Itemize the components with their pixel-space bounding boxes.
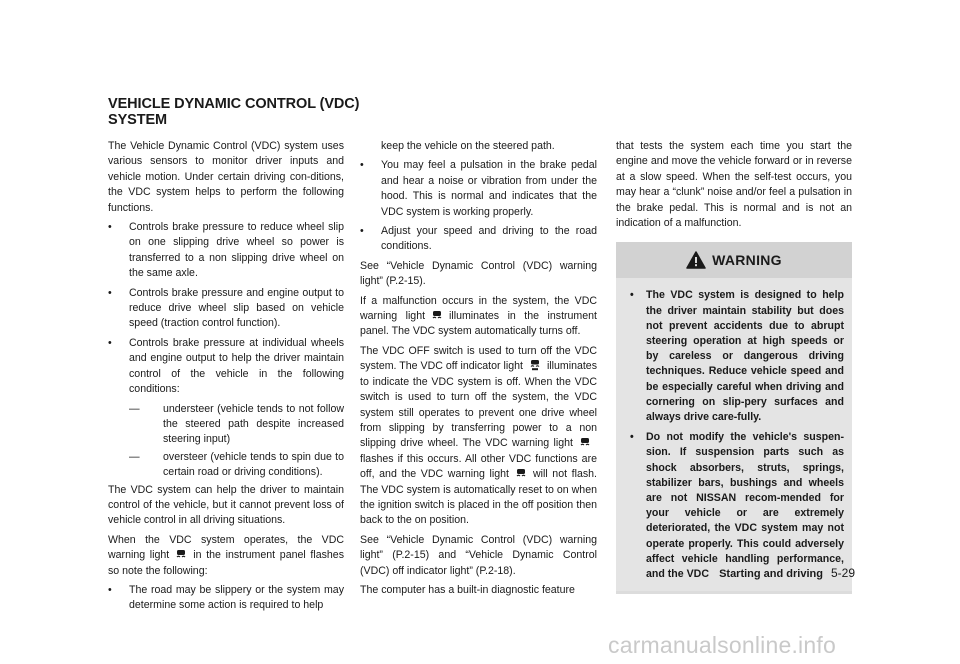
column-3 — [616, 139, 852, 594]
paragraph: See “Vehicle Dynamic Control (VDC) warning light” (P.2-15). — [360, 259, 597, 288]
warning-box — [616, 242, 852, 594]
warning-header — [616, 242, 852, 278]
list-item-continued: keep the vehicle on the steered path. — [381, 140, 555, 152]
footer-section-title: Starting and driving — [719, 568, 823, 580]
list-item: • Controls brake pressure at individual wheels and engine output to help the driver maintain control of the vehicle in the following conditions: — [108, 336, 344, 396]
paragraph: The computer has a built-in diagnostic feature — [360, 583, 575, 596]
list-item: • You may feel a pulsation in the brake pedal and hear a noise or vibration from under the hood. This is normal and indicates that the VDC system is working properly. — [360, 159, 597, 218]
sub-list-item: — understeer (vehicle tends to not follow the steered path despite increased steering input) — [129, 402, 344, 446]
paragraph: See “Vehicle Dynamic Control (VDC) warning light” (P.2-15) and “Vehicle Dynamic Control (VDC) off indicator light” (P.2-18). — [360, 533, 597, 577]
warning-title: WARNING — [712, 251, 782, 268]
warning-item: • Do not modify the vehicle's suspen-sion. If suspension parts such as shock absorbers, struts, springs, stabilizer bars, bushings and wheels are not NISSAN recom-mended for your vehicle or are extremely deteriorated, the VDC system may not operate properly. This could adversely affect vehicle handling performance, and the VDC — [630, 431, 844, 581]
paragraph: The VDC system can help the driver to maintain control of the vehicle, but it cannot prevent loss of vehicle control in all driving situations. — [108, 483, 344, 527]
vdc-skid-car-icon — [515, 467, 527, 479]
paragraph: that tests the system each time you start the engine and move the vehicle forward or in reverse at a slow speed. When the self-test occurs, you may hear a “clunk” noise and/or feel a pulsation in the brake pedal. This is normal and is not an indication of a malfunction. — [616, 140, 852, 230]
vdc-skid-car-icon — [579, 436, 591, 448]
watermark: carmanualsonline.info — [608, 632, 836, 658]
column-1 — [108, 139, 344, 618]
column-2 — [360, 139, 597, 602]
page-number: 5-29 — [830, 566, 855, 580]
heading-line-1: VEHICLE DYNAMIC CONTROL (VDC) — [108, 96, 360, 112]
sub-list-item: — oversteer (vehicle tends to spin due to certain road or driving conditions). — [129, 450, 344, 479]
intro-paragraph: The Vehicle Dynamic Control (VDC) system uses various sensors to monitor driver inputs and vehicle motion. Under certain driving con-ditions, the VDC system helps to perform the following functions. — [108, 140, 344, 214]
heading-line-2: SYSTEM — [108, 112, 168, 128]
paragraph: The VDC OFF switch is used to turn off the VDC system. The VDC off indicator light illuminates to indicate the VDC system is off. When the VDC switch is used to turn off the system, the VDC system still operates to prevent one drive wheel from slipping by transferring power to a non slipping drive wheel. The VDC warning lightflashes if this occurs. All other VDC functions are off, and the VDC warning light will not flash. The VDC system is automatically reset to on when the ignition switch is placed in the off position then back to the on position. — [360, 344, 597, 527]
vdc-skid-car-icon — [431, 309, 443, 321]
warning-item: • The VDC system is designed to help the driver maintain stability but does not prevent accidents due to abrupt steering operation at high speeds or by careless or dangerous driving techniques. Reduce vehicle speed and be especially careful when driving and cornering on slip-pery surfaces and always drive care-fully. — [630, 289, 844, 424]
paragraph: If a malfunction occurs in the system, the VDC warning light illuminates in the instrument panel. The VDC system automatically turns off. — [360, 294, 597, 338]
vdc-off-icon — [529, 359, 541, 371]
warning-body — [616, 278, 852, 591]
list-item: • Controls brake pressure and engine output to reduce drive wheel slip based on vehicle speed (traction control function). — [108, 286, 344, 330]
list-item: • The road may be slippery or the system may determine some action is required to help — [108, 583, 344, 612]
paragraph: When the VDC system operates, the VDC warning light in the instrument panel flashes so note the following: — [108, 533, 344, 577]
list-item: • Controls brake pressure to reduce wheel slip on one slipping drive wheel so power is transferred to a non slipping drive wheel on the same axle. — [108, 221, 344, 280]
list-item: • Adjust your speed and driving to the road conditions. — [360, 225, 597, 253]
vdc-skid-car-icon — [175, 548, 187, 560]
section-heading — [108, 96, 468, 128]
warning-triangle-icon — [686, 251, 706, 269]
page-footer — [685, 566, 855, 580]
